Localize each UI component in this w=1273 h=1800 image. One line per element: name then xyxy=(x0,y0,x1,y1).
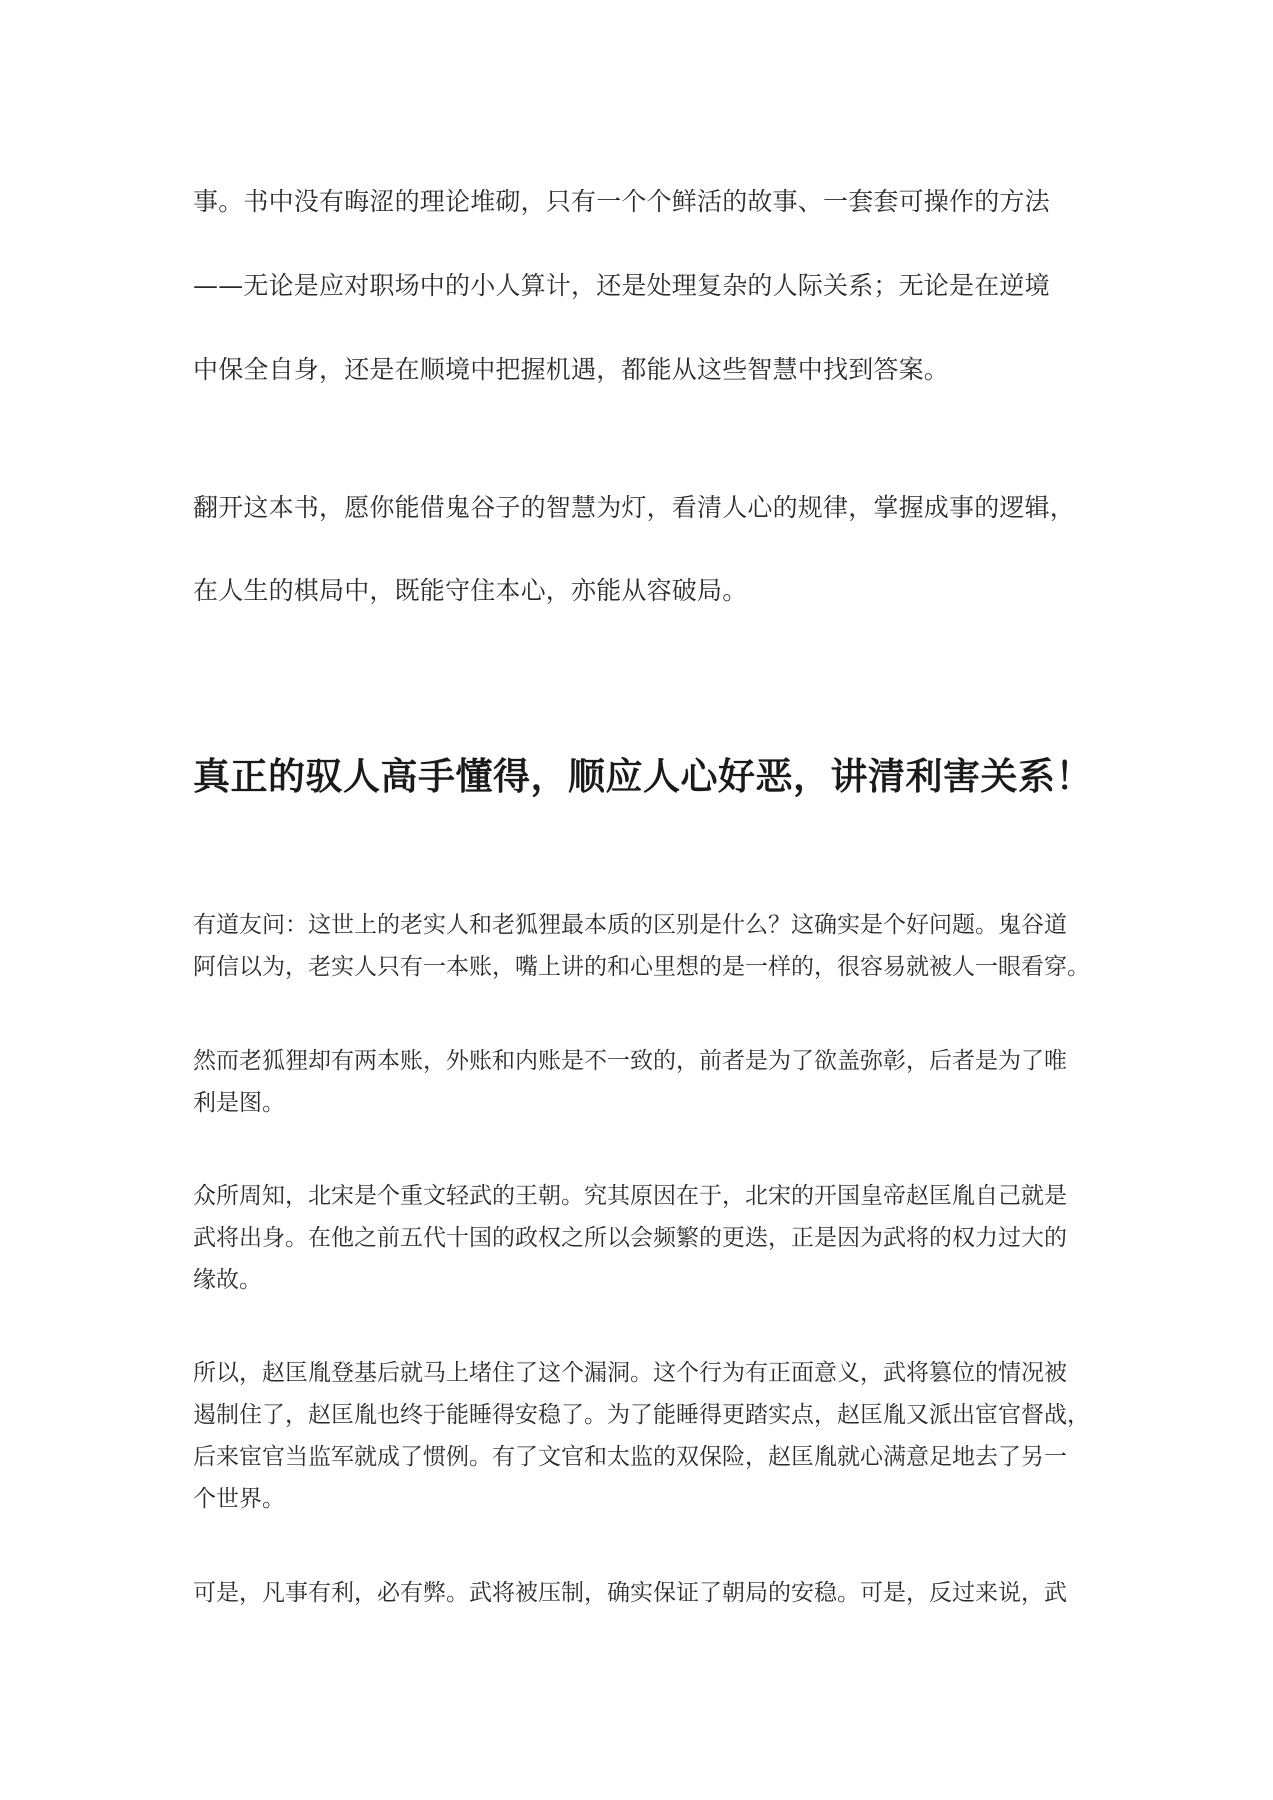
body-paragraph-3-line-3: 缘故。 xyxy=(193,1267,262,1293)
intro-paragraph-1-line-1: 事。书中没有晦涩的理论堆砌，只有一个个鲜活的故事、一套套可操作的方法 xyxy=(193,187,1050,216)
body-paragraph-2-line-1: 然而老狐狸却有两本账，外账和内账是不一致的，前者是为了欲盖弥彰，后者是为了唯 xyxy=(193,1048,1067,1074)
body-paragraph-4-line-2: 遏制住了，赵匡胤也终于能睡得安稳了。为了能睡得更踏实点，赵匡胤又派出宦官督战， xyxy=(193,1402,1090,1428)
body-paragraph-4-line-3: 后来宦官当监军就成了惯例。有了文官和太监的双保险，赵匡胤就心满意足地去了另一 xyxy=(193,1444,1067,1470)
body-paragraph-3-line-2: 武将出身。在他之前五代十国的政权之所以会频繁的更迭，正是因为武将的权力过大的 xyxy=(193,1225,1067,1251)
body-paragraph-1-line-1: 有道友问：这世上的老实人和老狐狸最本质的区别是什么？这确实是个好问题。鬼谷道 xyxy=(193,912,1067,938)
intro-paragraph-2-line-2: 在人生的棋局中，既能守住本心，亦能从容破局。 xyxy=(193,576,748,605)
body-paragraph-3-line-1: 众所周知，北宋是个重文轻武的王朝。究其原因在于，北宋的开国皇帝赵匡胤自己就是 xyxy=(193,1183,1067,1209)
body-paragraph-4-line-1: 所以，赵匡胤登基后就马上堵住了这个漏洞。这个行为有正面意义，武将篡位的情况被 xyxy=(193,1360,1067,1386)
body-paragraph-1-line-2: 阿信以为，老实人只有一本账，嘴上讲的和心里想的是一样的，很容易就被人一眼看穿。 xyxy=(193,954,1090,980)
body-paragraph-4-line-4: 个世界。 xyxy=(193,1486,285,1512)
body-paragraph-5-line-1: 可是，凡事有利，必有弊。武将被压制，确实保证了朝局的安稳。可是，反过来说，武 xyxy=(193,1580,1067,1606)
intro-paragraph-2-line-1: 翻开这本书，愿你能借鬼谷子的智慧为灯，看清人心的规律，掌握成事的逻辑， xyxy=(193,493,1076,522)
intro-paragraph-1-line-2: ——无论是应对职场中的小人算计，还是处理复杂的人际关系；无论是在逆境 xyxy=(193,271,1050,300)
intro-paragraph-1-line-3: 中保全自身，还是在顺境中把握机遇，都能从这些智慧中找到答案。 xyxy=(193,355,950,384)
body-paragraph-2-line-2: 利是图。 xyxy=(193,1090,285,1116)
section-heading: 真正的驭人高手懂得，顺应人心好恶，讲清利害关系！ xyxy=(193,755,1093,798)
